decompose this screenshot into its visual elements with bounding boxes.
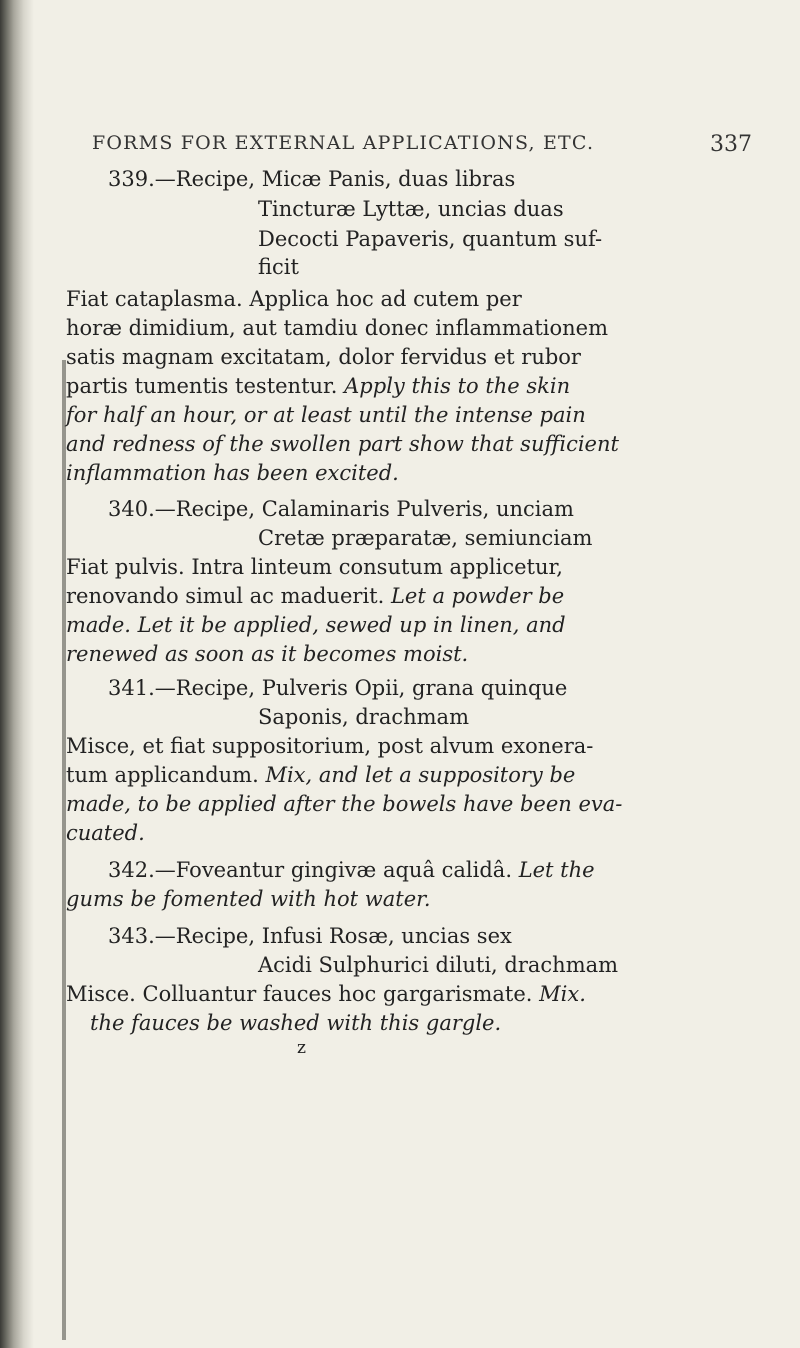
recipe-339-line-1: 339.—Recipe, Micæ Panis, duas libras — [108, 167, 516, 191]
recipe-339-line-2: Tincturæ Lyttæ, uncias duas — [258, 197, 564, 221]
recipe-340-line-6: renewed as soon as it becomes moist. — [66, 642, 469, 666]
recipe-341-line-5: made, to be applied after the bowels have been eva- — [66, 792, 623, 816]
recipe-339-line-10: and redness of the swollen part show that sufficient — [66, 432, 619, 456]
recipe-340-line-3: Fiat pulvis. Intra linteum consutum applicetur, — [66, 555, 563, 579]
binding-edge — [62, 360, 66, 1340]
recipe-339-line-4: ficit — [258, 255, 299, 279]
recipe-341-line-1: 341.—Recipe, Pulveris Opii, grana quinque — [108, 676, 568, 700]
recipe-339-line-9: for half an hour, or at least until the intense pain — [66, 403, 586, 427]
page-gutter-shadow — [0, 0, 34, 1348]
running-header — [92, 132, 752, 157]
recipe-343-line-4: the fauces be washed with this gargle. — [90, 1011, 502, 1035]
recipe-339-line-8: partis tumentis testentur. Apply this to the skin — [66, 374, 571, 398]
signature-mark: z — [297, 1038, 306, 1058]
recipe-340-line-4: renovando simul ac maduerit. Let a powder be — [66, 584, 565, 608]
header-title: FORMS FOR EXTERNAL APPLICATIONS, ETC. — [92, 132, 595, 154]
recipe-341-line-3: Misce, et fiat suppositorium, post alvum exonera- — [66, 734, 594, 758]
recipe-340-line-2: Cretæ præparatæ, semiunciam — [258, 526, 593, 550]
recipe-343-line-3: Misce. Colluantur fauces hoc gargarismate. Mix. — [66, 982, 586, 1006]
recipe-341-line-6: cuated. — [66, 821, 145, 845]
recipe-343-line-1: 343.—Recipe, Infusi Rosæ, uncias sex — [108, 924, 512, 948]
recipe-339-line-3: Decocti Papaveris, quantum suf- — [258, 227, 603, 251]
recipe-339-line-6: horæ dimidium, aut tamdiu donec inflammationem — [66, 316, 609, 340]
recipe-340-line-5: made. Let it be applied, sewed up in linen, and — [66, 613, 566, 637]
recipe-339-line-11: inflammation has been excited. — [66, 461, 399, 485]
recipe-342-line-2: gums be fomented with hot water. — [66, 887, 431, 911]
recipe-340-line-1: 340.—Recipe, Calaminaris Pulveris, unciam — [108, 497, 574, 521]
page-number: 337 — [710, 132, 752, 157]
recipe-339-line-7: satis magnam excitatam, dolor fervidus et rubor — [66, 345, 581, 369]
recipe-342-line-1: 342.—Foveantur gingivæ aquâ calidâ. Let the — [108, 858, 595, 882]
recipe-341-line-2: Saponis, drachmam — [258, 705, 469, 729]
recipe-341-line-4: tum applicandum. Mix, and let a suppository be — [66, 763, 576, 787]
recipe-343-line-2: Acidi Sulphurici diluti, drachmam — [258, 953, 619, 977]
recipe-339-line-5: Fiat cataplasma. Applica hoc ad cutem per — [66, 287, 522, 311]
